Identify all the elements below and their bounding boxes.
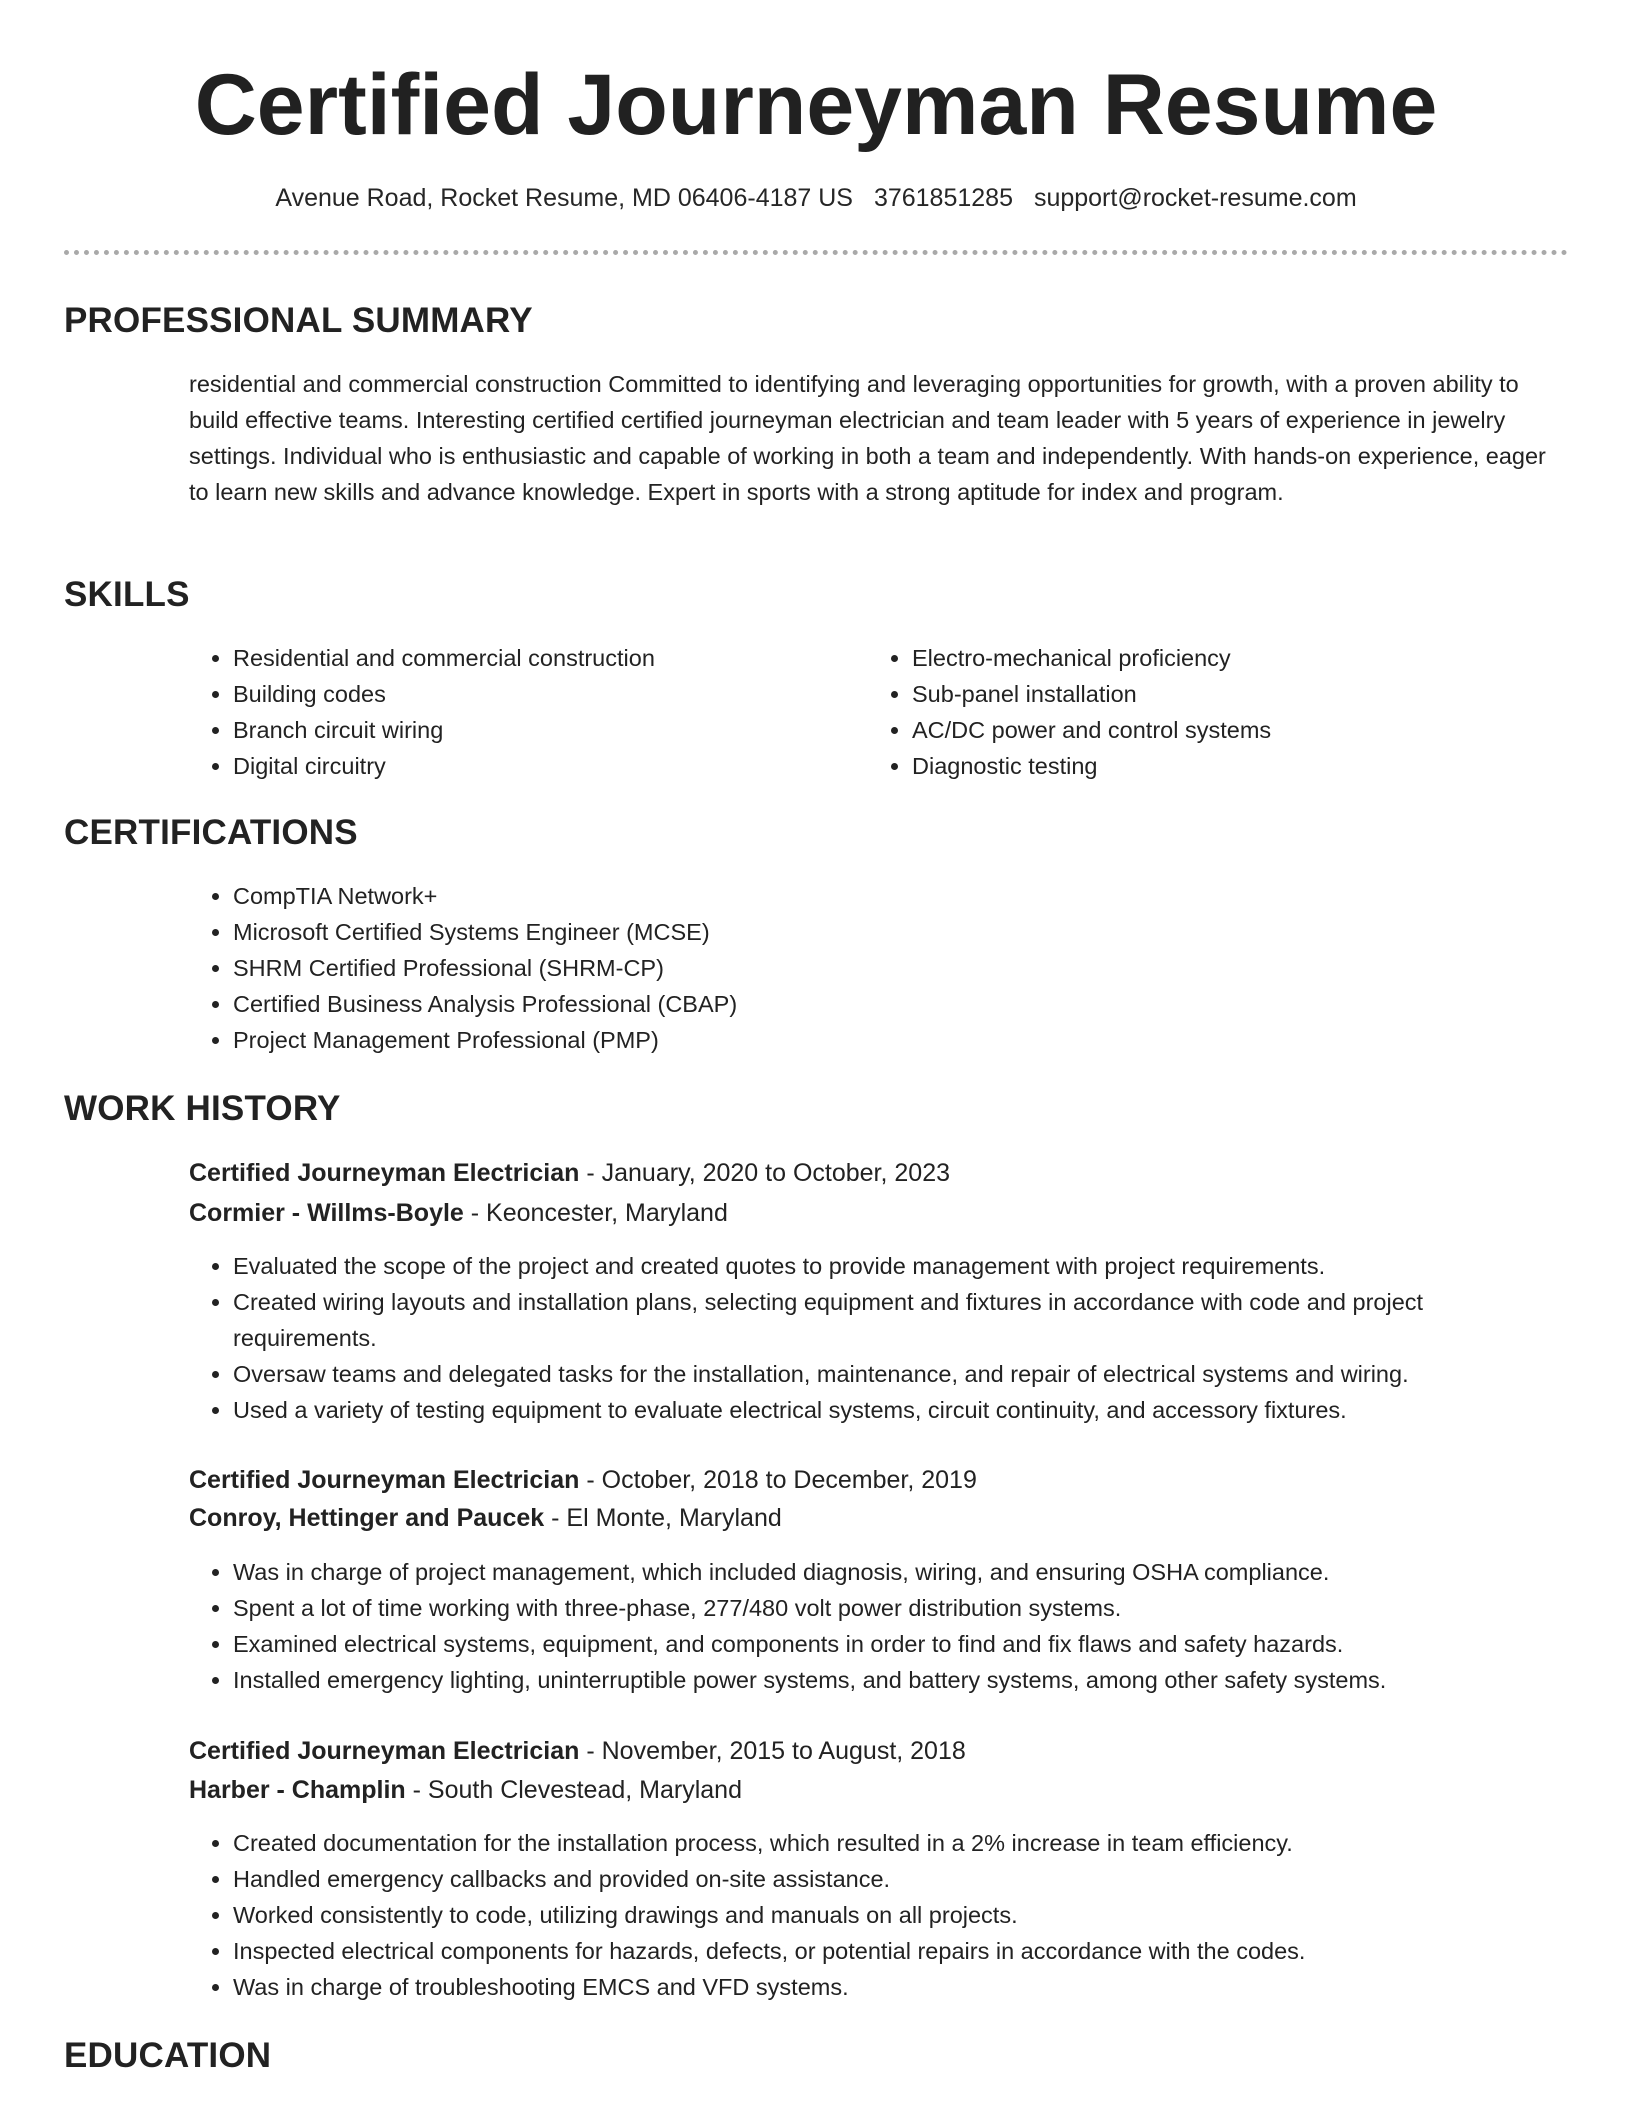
list-item: • CompTIA Network+: [233, 878, 1563, 914]
list-item: • Used a variety of testing equipment to evaluate electrical systems, circuit continuity, and accessory fixtures.: [233, 1392, 1563, 1428]
list-item: • Was in charge of troubleshooting EMCS and VFD systems.: [233, 1969, 1563, 2005]
contact-phone: 3761851285: [873, 184, 1013, 212]
certifications-list: [189, 878, 1563, 1058]
job-location: - South Clevestead, Maryland: [405, 1776, 742, 1804]
job-title-line: [189, 1461, 1564, 1499]
list-item: • Handled emergency callbacks and provided on-site assistance.: [233, 1861, 1563, 1897]
job-company: Conroy, Hettinger and Paucek: [189, 1504, 545, 1532]
list-item: • Electro-mechanical proficiency: [912, 640, 1532, 676]
job-location: - Keoncester, Maryland: [463, 1199, 728, 1227]
summary-heading: PROFESSIONAL SUMMARY: [64, 301, 533, 340]
job-company-line: [189, 1499, 1564, 1537]
list-item: • Installed emergency lighting, uninterruptible power systems, and battery systems, among other safety systems.: [233, 1662, 1563, 1698]
job-bullets: [189, 1248, 1563, 1428]
job-title: Certified Journeyman Electrician: [189, 1466, 580, 1494]
list-item: • Project Management Professional (PMP): [233, 1022, 1563, 1058]
list-item: • AC/DC power and control systems: [912, 712, 1532, 748]
list-item: • Building codes: [233, 676, 853, 712]
job-bullets: [189, 1554, 1563, 1698]
contact-address: Avenue Road, Rocket Resume, MD 06406-4187 US: [275, 184, 853, 212]
skills-list-left: [189, 640, 853, 784]
summary-text: residential and commercial construction Committed to identifying and leveraging opportunities for growth, with a proven ability to build effective teams. Interesting certified certified journeyman electrician and team leader with 5 years of experience in jewelry settings. Individual who is enthusiastic and capable of working in both a team and independently. With hands-on experience, eager to learn new skills and advance knowledge. Expert in sports with a strong aptitude for index and program.: [189, 371, 1546, 505]
contact-email: support@rocket-resume.com: [1033, 184, 1357, 212]
job-company: Harber - Champlin: [189, 1776, 406, 1804]
job-company-line: [189, 1194, 1564, 1232]
list-item: • Sub-panel installation: [912, 676, 1532, 712]
job-dates: - January, 2020 to October, 2023: [579, 1159, 951, 1187]
list-item: • SHRM Certified Professional (SHRM-CP): [233, 950, 1563, 986]
list-item: • Inspected electrical components for hazards, defects, or potential repairs in accordance with the codes.: [233, 1933, 1563, 1969]
list-item: • Microsoft Certified Systems Engineer (MCSE): [233, 914, 1563, 950]
job-title: Certified Journeyman Electrician: [189, 1159, 580, 1187]
education-heading: EDUCATION: [64, 2036, 272, 2075]
list-item: • Diagnostic testing: [912, 748, 1532, 784]
skills-list-right: [868, 640, 1532, 784]
list-item: • Branch circuit wiring: [233, 712, 853, 748]
list-item: • Was in charge of project management, which included diagnosis, wiring, and ensuring OSHA compliance.: [233, 1554, 1563, 1590]
resume-title: Certified Journeyman Resume: [194, 57, 1438, 153]
job-dates: - November, 2015 to August, 2018: [579, 1737, 966, 1765]
header-divider: [64, 250, 1568, 255]
list-item: • Residential and commercial construction: [233, 640, 853, 676]
job-dates: - October, 2018 to December, 2019: [579, 1466, 977, 1494]
certifications-heading: CERTIFICATIONS: [64, 813, 358, 852]
job-title-line: [189, 1732, 1564, 1770]
job-title: Certified Journeyman Electrician: [189, 1737, 580, 1765]
list-item: • Examined electrical systems, equipment, and components in order to find and fix flaws and safety hazards.: [233, 1626, 1563, 1662]
list-item: • Worked consistently to code, utilizing drawings and manuals on all projects.: [233, 1897, 1563, 1933]
job-bullets: [189, 1825, 1563, 2005]
skills-heading: SKILLS: [64, 575, 190, 614]
list-item: • Oversaw teams and delegated tasks for the installation, maintenance, and repair of electrical systems and wiring.: [233, 1356, 1563, 1392]
work-history-heading: WORK HISTORY: [64, 1089, 341, 1128]
list-item: • Created documentation for the installation process, which resulted in a 2% increase in team efficiency.: [233, 1825, 1563, 1861]
job-company: Cormier - Willms-Boyle: [189, 1199, 464, 1227]
job-company-line: [189, 1771, 1564, 1809]
list-item: • Evaluated the scope of the project and created quotes to provide management with project requirements.: [233, 1248, 1563, 1284]
contact-line: [0, 180, 1632, 216]
job-title-line: [189, 1154, 1564, 1192]
list-item: • Certified Business Analysis Professional (CBAP): [233, 986, 1563, 1022]
job-location: - El Monte, Maryland: [544, 1504, 782, 1532]
list-item: • Created wiring layouts and installation plans, selecting equipment and fixtures in accordance with code and project requirements.: [233, 1284, 1563, 1356]
list-item: • Spent a lot of time working with three-phase, 277/480 volt power distribution systems.: [233, 1590, 1563, 1626]
list-item: • Digital circuitry: [233, 748, 853, 784]
